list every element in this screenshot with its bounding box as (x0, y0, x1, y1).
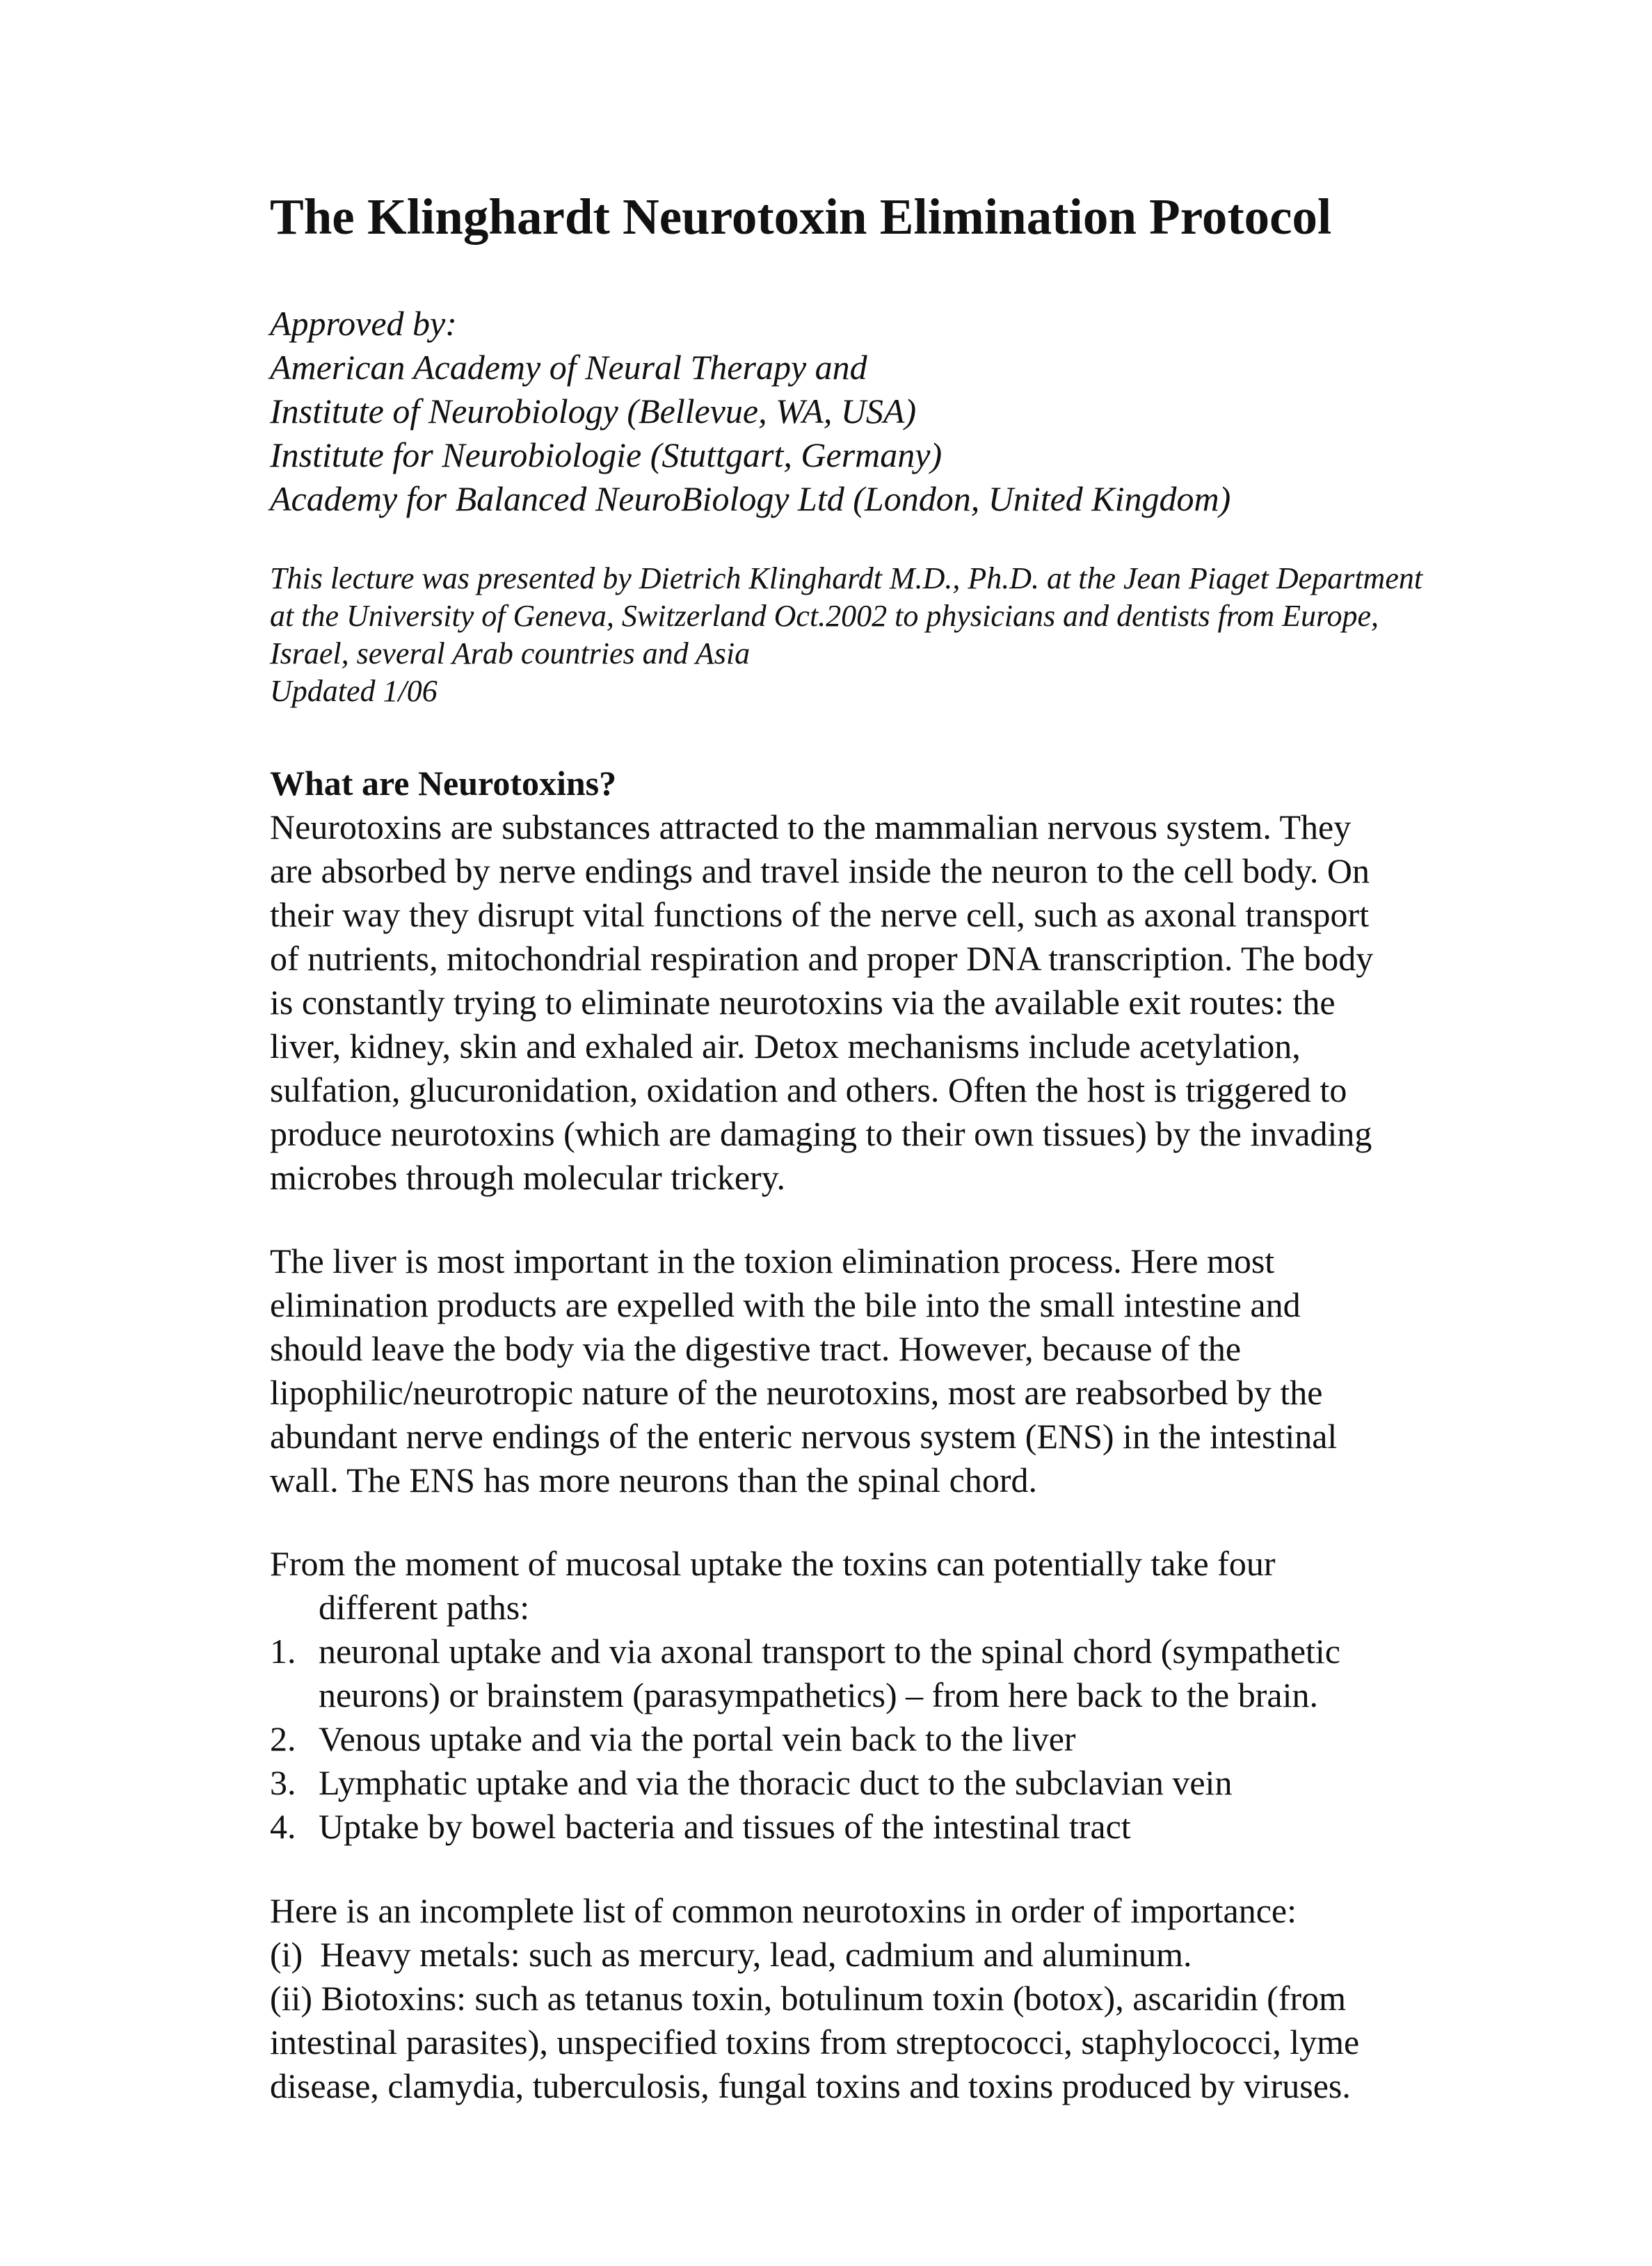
list-line: intestinal parasites), unspecified toxins from streptococci, staphylococci, lyme (270, 2023, 1360, 2062)
paragraph-line: sulfation, glucuronidation, oxidation and others. Often the host is triggered to (270, 1070, 1347, 1109)
paragraph-line: should leave the body via the digestive tract. However, because of the (270, 1329, 1242, 1368)
list-intro: Here is an incomplete list of common neurotoxins in order of importance: (270, 1891, 1297, 1930)
list-text: Venous uptake and via the portal vein back to the liver (319, 1719, 1076, 1758)
paragraph-line: is constantly trying to eliminate neurotoxins via the available exit routes: the (270, 983, 1336, 1022)
paragraph-line: Neurotoxins are substances attracted to the mammalian nervous system. They (270, 807, 1352, 846)
list-line: (i) Heavy metals: such as mercury, lead, cadmium and aluminum. (270, 1935, 1192, 1974)
approved-by-block (270, 302, 1230, 521)
section-neurotoxins (270, 762, 1373, 1200)
paragraph-line: wall. The ENS has more neurons than the spinal chord. (270, 1461, 1038, 1500)
paragraph-line: are absorbed by nerve endings and travel inside the neuron to the cell body. On (270, 851, 1370, 890)
paragraph-liver (270, 1239, 1337, 1502)
paragraph-line: produce neurotoxins (which are damaging to their own tissues) by the invading (270, 1114, 1372, 1153)
paragraph-line: liver, kidney, skin and exhaled air. Detox mechanisms include acetylation, (270, 1027, 1301, 1066)
list-item-continuation: neurons) or brainstem (parasympathetics) – from here back to the brain. (319, 1676, 1318, 1714)
lecture-note (270, 560, 1422, 710)
list-item (270, 1717, 1340, 1761)
list-item (270, 1805, 1340, 1849)
paragraph-line: microbes through molecular trickery. (270, 1158, 785, 1197)
list-number: 2. (270, 1719, 296, 1758)
approved-line: American Academy of Neural Therapy and (270, 348, 867, 387)
paragraph-line: The liver is most important in the toxion elimination process. Here most (270, 1242, 1275, 1280)
paragraph-line: of nutrients, mitochondrial respiration and proper DNA transcription. The body (270, 939, 1374, 978)
paragraph-line: lipophilic/neurotropic nature of the neurotoxins, most are reabsorbed by the (270, 1373, 1323, 1412)
list-line: (ii) Biotoxins: such as tetanus toxin, botulinum toxin (botox), ascaridin (from (270, 1979, 1347, 2018)
paragraph-line: abundant nerve endings of the enteric nervous system (ENS) in the intestinal (270, 1417, 1338, 1456)
paths-intro: From the moment of mucosal uptake the toxins can potentially take four (270, 1544, 1276, 1583)
lecture-line: This lecture was presented by Dietrich Klinghardt M.D., Ph.D. at the Jean Piaget Department (270, 561, 1423, 595)
list-item (270, 1761, 1340, 1805)
list-text: neuronal uptake and via axonal transport to the spinal chord (sympathetic (319, 1632, 1340, 1671)
update-date: Updated 1/06 (270, 674, 438, 708)
list-number: 1. (270, 1632, 296, 1671)
list-number: 4. (270, 1807, 296, 1846)
lecture-line: at the University of Geneva, Switzerland Oct.2002 to physicians and dentists from Europe, (270, 599, 1379, 633)
paragraph-line: their way they disrupt vital functions of the nerve cell, such as axonal transport (270, 895, 1370, 934)
list-item (270, 1630, 1340, 1673)
paths-section (270, 1542, 1340, 1849)
document-title: The Klinghardt Neurotoxin Elimination Protocol (270, 188, 1332, 245)
lecture-line: Israel, several Arab countries and Asia (270, 636, 751, 670)
list-line: disease, clamydia, tuberculosis, fungal toxins and toxins produced by viruses. (270, 2066, 1351, 2105)
section-heading: What are Neurotoxins? (270, 764, 617, 803)
approved-line: Academy for Balanced NeuroBiology Ltd (London, United Kingdom) (270, 479, 1231, 518)
approved-line: Institute of Neurobiology (Bellevue, WA, USA) (270, 392, 917, 431)
list-text: Uptake by bowel bacteria and tissues of the intestinal tract (319, 1807, 1131, 1846)
paths-intro: different paths: (319, 1588, 530, 1627)
neurotoxin-list (270, 1889, 1359, 2108)
paragraph-line: elimination products are expelled with the bile into the small intestine and (270, 1285, 1301, 1324)
approved-line: Approved by: (270, 304, 457, 343)
approved-line: Institute for Neurobiologie (Stuttgart, Germany) (270, 435, 943, 474)
list-number: 3. (270, 1763, 296, 1802)
list-text: Lymphatic uptake and via the thoracic duct to the subclavian vein (319, 1763, 1233, 1802)
